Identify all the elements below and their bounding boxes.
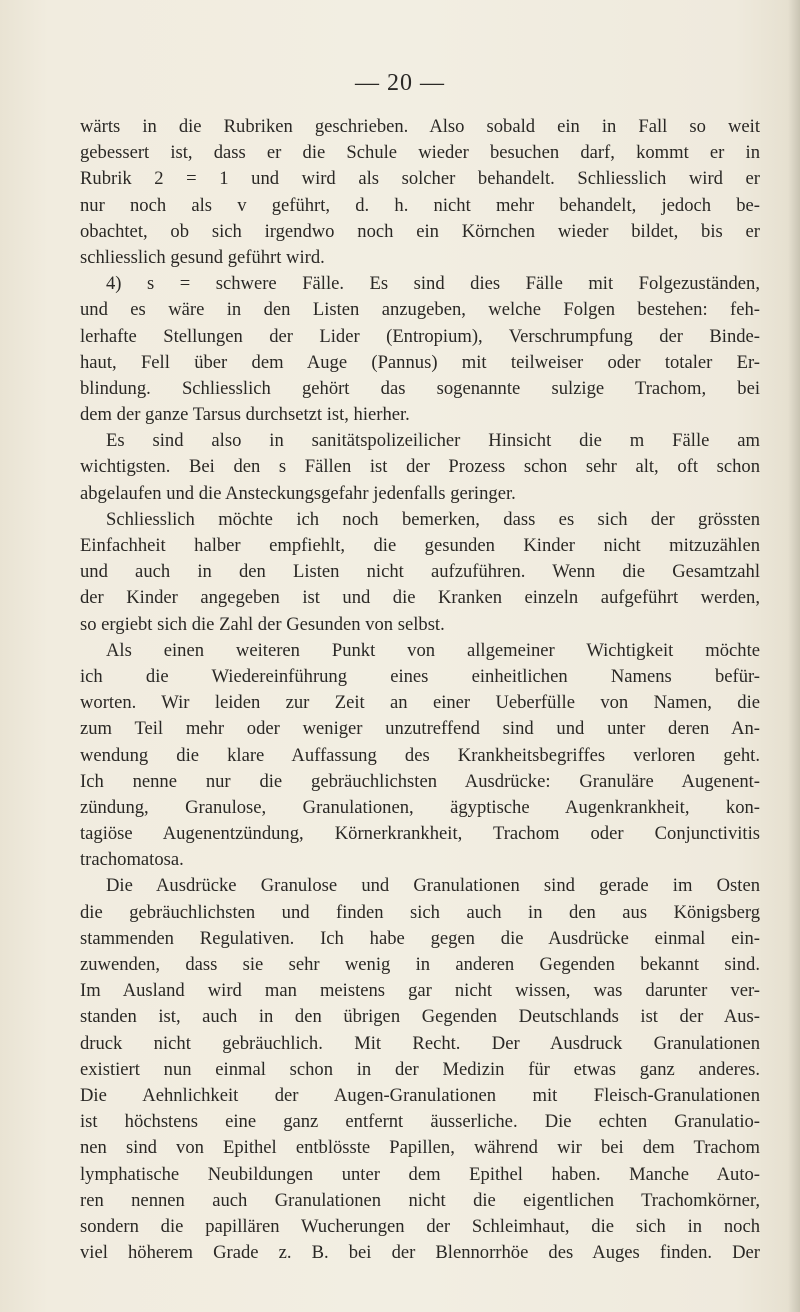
text-line: zündung, Granulose, Granulationen, ägyptische Augenkrankheit, kon- [80,796,760,818]
text-line: worten. Wir leiden zur Zeit an einer Ueberfülle von Namen, die [80,692,760,714]
text-line: blindung. Schliesslich gehört das sogenannte sulzige Trachom, bei [80,377,760,399]
text-line: Rubrik 2 = 1 und wird als solcher behandelt. Schliesslich wird er [80,168,760,190]
text-line: standen ist, auch in den übrigen Gegenden Deutschlands ist der Aus- [80,1006,760,1028]
text-line: nur noch als v geführt, d. h. nicht mehr behandelt, jedoch be- [80,194,760,216]
text-line: trachomatosa. [80,849,184,871]
text-line: ren nennen auch Granulationen nicht die eigentlichen Trachomkörner, [80,1189,760,1211]
text-line: wichtigsten. Bei den s Fällen ist der Prozess schon sehr alt, oft schon [80,456,760,478]
text-line: Die Aehnlichkeit der Augen-Granulationen mit Fleisch-Granulationen [80,1084,760,1106]
text-line: Einfachheit halber empfiehlt, die gesunden Kinder nicht mitzuzählen [80,535,760,556]
text-line: und auch in den Listen nicht aufzuführen. Wenn die Gesamtzahl [80,561,760,583]
text-line: Schliesslich möchte ich noch bemerken, dass es sich der grössten [106,508,760,530]
text-line: lerhafte Stellungen der Lider (Entropium), Verschrumpfung der Binde- [80,325,760,347]
text-line: stammenden Regulativen. Ich habe gegen die Ausdrücke einmal ein- [80,927,760,949]
text-line: lymphatische Neubildungen unter dem Epithel haben. Manche Auto- [80,1163,760,1185]
text-line: haut, Fell über dem Auge (Pannus) mit teilweiser oder totaler Er- [80,351,760,373]
text-line: 4) s = schwere Fälle. Es sind dies Fälle mit Folgezuständen, [106,273,760,295]
text-line: zum Teil mehr oder weniger unzutreffend sind und unter deren An- [80,718,760,740]
text-line: tagiöse Augenentzündung, Körnerkrankheit, Trachom oder Conjunctivitis [80,823,760,845]
text-line: obachtet, ob sich irgendwo noch ein Körnchen wieder bildet, bis er [80,220,760,242]
text-line: wärts in die Rubriken geschrieben. Also sobald ein in Fall so weit [80,116,760,137]
text-line: sondern die papillären Wucherungen der Schleimhaut, die sich in noch [80,1215,760,1237]
text-line: Im Ausland wird man meistens gar nicht wissen, was darunter ver- [80,980,760,1002]
text-line: nen sind von Epithel entblösste Papillen, während wir bei dem Trachom [80,1137,760,1159]
text-line: wendung die klare Auffassung des Krankheitsbegriffes verloren geht. [80,744,760,766]
text-line: der Kinder angegeben ist und die Kranken einzeln aufgeführt werden, [80,587,760,609]
text-line: ist höchstens eine ganz entfernt äusserliche. Die echten Granulatio- [80,1111,760,1133]
text-line: und es wäre in den Listen anzugeben, welche Folgen bestehen: feh- [80,299,760,321]
text-line: Es sind also in sanitätspolizeilicher Hinsicht die m Fälle am [106,430,760,452]
text-line: schliesslich gesund geführt wird. [80,246,325,268]
text-line: gebessert ist, dass er die Schule wieder besuchen darf, kommt er in [80,142,760,164]
text-line: viel höherem Grade z. B. bei der Blennorrhöe des Auges finden. Der [80,1242,760,1264]
text-line: existiert nun einmal schon in der Medizin für etwas ganz anderes. [80,1058,760,1080]
page-edge-shadow [788,0,800,1312]
text-line: druck nicht gebräuchlich. Mit Recht. Der Ausdruck Granulationen [80,1032,760,1054]
text-line: Die Ausdrücke Granulose und Granulationen sind gerade im Osten [106,875,760,897]
text-line: so ergiebt sich die Zahl der Gesunden von selbst. [80,613,445,635]
page-number: — 20 — [355,70,445,96]
text-line: dem der ganze Tarsus durchsetzt ist, hierher. [80,404,410,426]
text-line: Als einen weiteren Punkt von allgemeiner Wichtigkeit möchte [106,639,760,661]
text-line: die gebräuchlichsten und finden sich auch in den aus Königsberg [80,901,760,923]
text-line: Ich nenne nur die gebräuchlichsten Ausdrücke: Granuläre Augenent- [80,770,760,792]
text-line: ich die Wiedereinführung eines einheitlichen Namens befür- [80,665,760,687]
body-text [80,114,760,1266]
text-line: abgelaufen und die Ansteckungsgefahr jedenfalls geringer. [80,482,516,504]
text-line: zuwenden, dass sie sehr wenig in anderen Gegenden bekannt sind. [80,954,760,975]
